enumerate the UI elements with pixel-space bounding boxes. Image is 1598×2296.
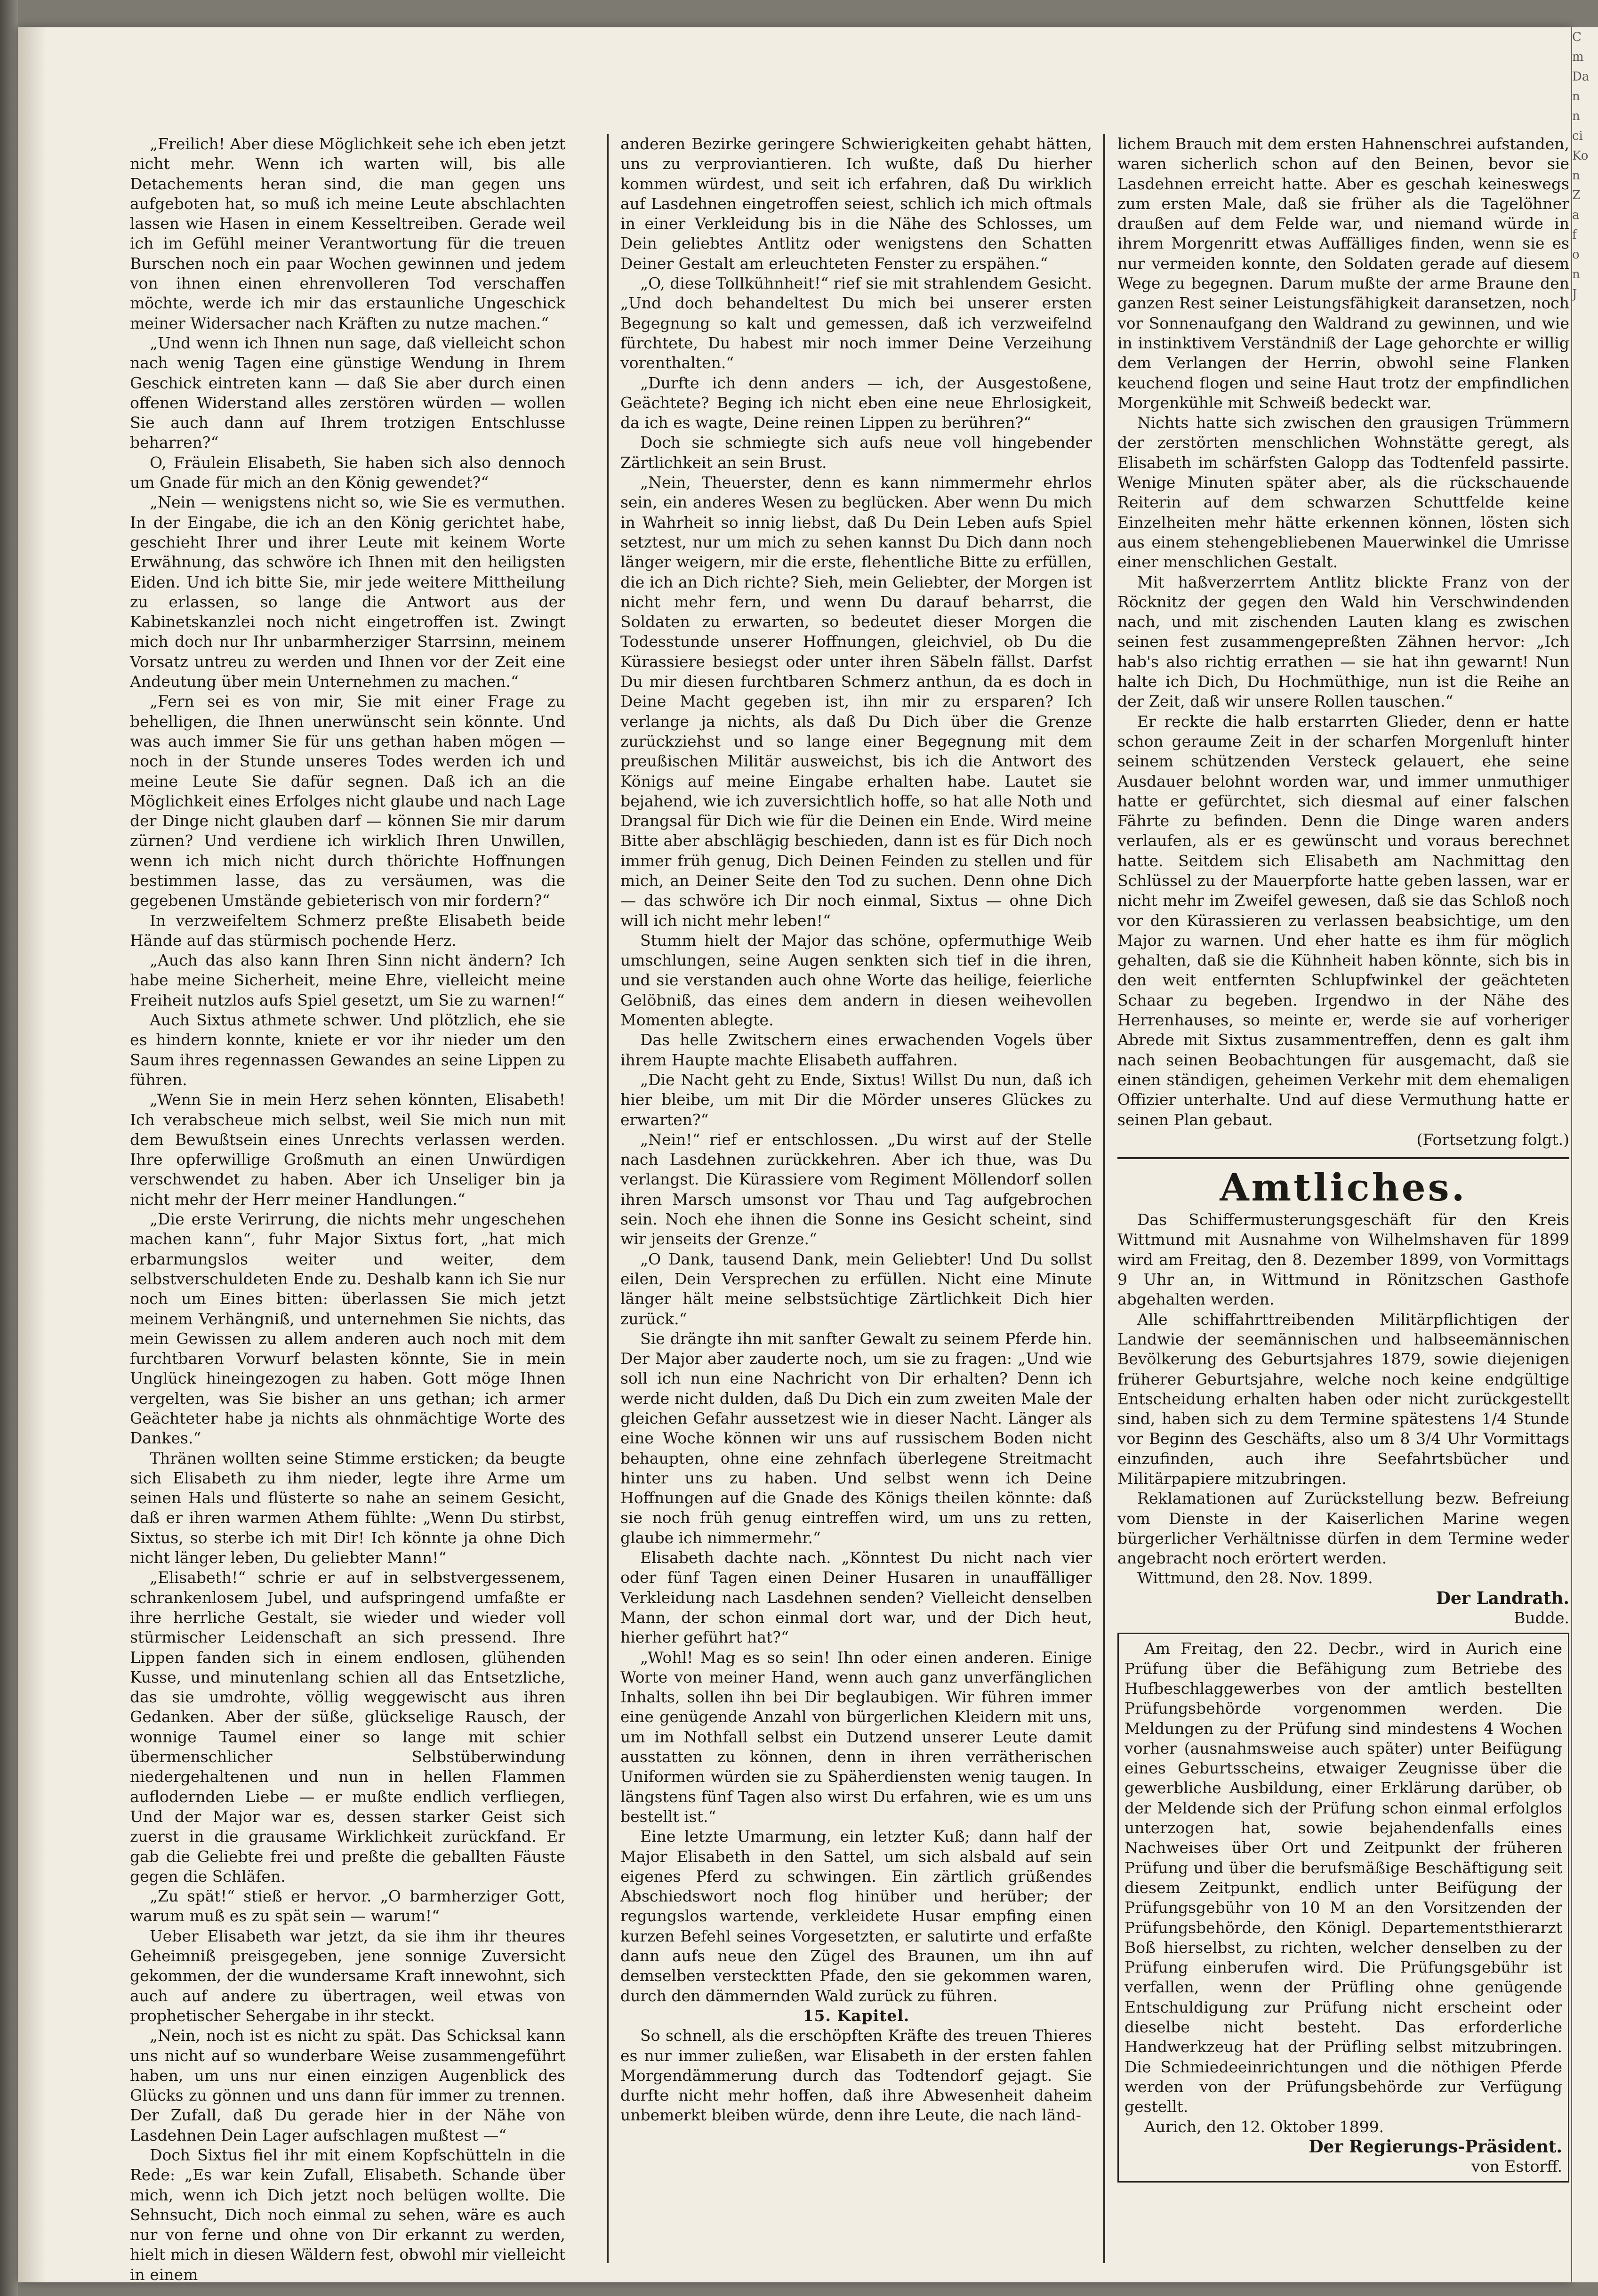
- edge-text: a: [1572, 208, 1580, 222]
- paragraph: „Nein, noch ist es nicht zu spät. Das Schicksal kann uns nicht auf so wunderbare Weise zusammengeführt haben, um uns nur einen einzigen Augenblick des Glücks zu gönnen und uns dann für immer zu trennen. Der Zufall, daß Du gerade hier in der Nähe von Lasdehnen Dein Lager aufschlagen mußtest —“: [130, 2026, 565, 2144]
- paragraph: Thränen wollten seine Stimme ersticken; da beugte sich Elisabeth zu ihm nieder, legte ihre Arme um seinen Hals und flüsterte so nahe an seinem Gesicht, daß er ihren warmen Athem fühlte: „Wenn Du stirbst, Sixtus, so sterbe ich mit Dir! Ich könnte ja ohne Dich nicht länger leben, Du geliebter Mann!“: [130, 1449, 565, 1567]
- edge-text: f: [1572, 228, 1577, 242]
- paragraph: „Zu spät!“ stieß er hervor. „O barmherziger Gott, warum muß es zu spät sein — warum!“: [130, 1887, 565, 1925]
- notice-paragraph: Am Freitag, den 22. Decbr., wird in Aurich eine Prüfung über die Befähigung zum Betriebe des Hufbeschlaggewerbes von der amtlich bestellten Prüfungsbehörde vorgenommen werden. Die Meldungen zu der Prüfung sind mindestens 4 Wochen vorher (ausnahmsweise auch später) unter Beifügung eines Geburtsscheins, etwaiger Zeugnisse über die gewerbliche Ausbildung, einer Erklärung darüber, ob der Meldende sich der Prüfung schon einmal erfolglos unterzogen hat, sowie bejahendenfalls eines Nachweises über Ort und Zeitpunkt der früheren Prüfung und über die berufsmäßige Beschäftigung seit diesem Zeitpunkt, endlich unter Beifügung der Prüfungsgebühr von 10 M an den Vorsitzenden der Prüfungsbehörde, den Königl. Departementsthierarzt Boß hierselbst, zu richten, welcher denselben zu der Prüfung einberufen wird. Die Prüfungsgebühr ist verfallen, wenn der Prüfling ohne genügende Entschuldigung zur Prüfung nicht erscheint oder dieselbe nicht besteht. Das erforderliche Handwerkzeug hat der Prüfling selbst mitzubringen. Die Schmiedeeinrichtungen und die nöthigen Pferde werden von der Prüfungsbehörde zur Verfügung gestellt.: [1124, 1639, 1562, 2116]
- paragraph: Mit haßverzerrtem Antlitz blickte Franz von der Röcknitz der gegen den Wald hin Verschwindenden nach, und mit zischenden Lauten klang es zwischen seinen fest zusammengepreßten Zähnen hervor: „Ich hab's also richtig errathen — sie hat ihn gewarnt! Nun halte ich Dich, Du Hochmüthige, nun ist die Reihe an der Zeit, daß wir unsere Rollen tauschen.“: [1117, 572, 1569, 711]
- paragraph: Nichts hatte sich zwischen den grausigen Trümmern der zerstörten menschlichen Wohnstätte geregt, als Elisabeth im schärfsten Galopp das Todtenfeld passirte. Wenige Minuten später aber, als die rückschauende Reiterin auf dem schwarzen Schuttfelde keine Einzelheiten mehr hätte erkennen können, lösten sich aus einem stehengebliebenen Mauerwinkel die Umrisse einer menschlichen Gestalt.: [1117, 413, 1569, 572]
- edge-text: m: [1572, 50, 1584, 64]
- edge-text: ci: [1572, 129, 1583, 143]
- notice-paragraph: Alle schiffahrttreibenden Militärpflichtigen der Landwie der seemännischen und halbseemännischen Bevölkerung des Geburtsjahres 1879, sowie diejenigen früherer Geburtsjahre, welche noch keine endgültige Entscheidung erhalten haben oder nicht zurückgestellt sind, haben sich zu dem Termine spätestens 1/4 Stunde vor Beginn des Geschäfts, also um 8 3/4 Uhr Vormittags einzufinden, auch ihre Seefahrtsbücher und Militärpapiere mitzubringen.: [1117, 1310, 1569, 1488]
- paragraph: So schnell, als die erschöpften Kräfte des treuen Thieres es nur immer zuließen, war Elisabeth in der ersten fahlen Morgendämmerung durch das Todtendorf gejagt. Sie durfte nicht mehr hoffen, daß ihre Abwesenheit daheim unbemerkt bleiben würde, denn ihre Leute, die nach länd-: [620, 2026, 1092, 2125]
- paragraph: „O, diese Tollkühnheit!“ rief sie mit strahlendem Gesicht. „Und doch behandeltest Du mich bei unserer ersten Begegnung so kalt und gemessen, daß ich verzweifelnd fürchtete, Du habest mir noch immer Deine Verzeihung vorenthalten.“: [620, 274, 1092, 372]
- edge-text: n: [1572, 89, 1580, 104]
- story-column-1: [130, 134, 565, 2284]
- notice-signatory-title: Der Regierungs-Präsident.: [1309, 2136, 1562, 2157]
- paragraph: „Fern sei es von mir, Sie mit einer Frage zu behelligen, die Ihnen unerwünscht sein könnte. Und was auch immer Sie für uns gethan haben mögen — noch in der Stunde unseres Todes werden ich und meine Leute Sie dafür segnen. Daß ich an die Möglichkeit eines Erfolges nicht glaube und nach Lage der Dinge nicht glauben darf — können Sie mir darum zürnen? Und verdiene ich wirklich Ihren Unwillen, wenn ich mich nicht durch thörichte Hoffnungen bestimmen lasse, das zu versäumen, was die gegebenen Umstände gebieterisch von mir fordern?“: [130, 692, 565, 910]
- notice-paragraph: Das Schiffermusterungsgeschäft für den Kreis Wittmund mit Ausnahme von Wilhelmshaven für 1899 wird am Freitag, den 8. Dezember 1899, von Vormittags 9 Uhr an, in Wittmund in Rönitzschen Gasthofe abgehalten werden.: [1117, 1210, 1569, 1309]
- paragraph: „Nein!“ rief er entschlossen. „Du wirst auf der Stelle nach Lasdehnen zurückkehren. Aber ich thue, was Du verlangst. Die Kürassiere vom Regiment Möllendorf sollen ihren Marsch umsonst vor Thau und Tag aufgebrochen sein. Noch ehe ihnen die Sonne ins Gesicht scheint, sind wir jenseits der Grenze.“: [620, 1130, 1092, 1249]
- adjacent-page-edge: [1572, 27, 1598, 2282]
- paragraph: Ueber Elisabeth war jetzt, da sie ihm ihr theures Geheimniß preisgegeben, jene sonnige Zuversicht gekommen, der die wundersame Kraft innewohnt, sich auch auf andere zu übertragen, weil etwas von prophetischer Sehergabe in ihr steckt.: [130, 1926, 565, 2025]
- edge-text: Z: [1572, 188, 1581, 202]
- edge-text: J: [1572, 287, 1577, 301]
- edge-text: n: [1572, 169, 1580, 183]
- edge-text: o: [1572, 248, 1580, 262]
- edge-text: n: [1572, 267, 1580, 282]
- paragraph: Elisabeth dachte nach. „Könntest Du nicht nach vier oder fünf Tagen einen Deiner Husaren in unauffälliger Verkleidung nach Lasdehnen senden? Vielleicht denselben Mann, der schon einmal dort war, und der Dich heut, hierher geführt hat?“: [620, 1548, 1092, 1647]
- notice-signatory-name: von Estorff.: [1471, 2157, 1562, 2176]
- paragraph: „Auch das also kann Ihren Sinn nicht ändern? Ich habe meine Sicherheit, meine Ehre, vielleicht meine Freiheit nutzlos aufs Spiel gesetzt, um Sie zu warnen!“: [130, 951, 565, 1009]
- continuation-note: (Fortsetzung folgt.): [1416, 1130, 1569, 1149]
- paragraph: „Und wenn ich Ihnen nun sage, daß vielleicht schon nach wenig Tagen eine günstige Wendung in Ihrem Geschick eintreten kann — daß Sie aber durch einen offenen Widerstand alles zerstören würden — wollen Sie auch dann auf Ihrem trotzigen Entschlusse beharren?“: [130, 333, 565, 452]
- paragraph: Eine letzte Umarmung, ein letzter Kuß; dann half der Major Elisabeth in den Sattel, um sich alsbald auf sein eigenes Pferd zu schwingen. Ein zärtlich grüßendes Abschiedswort noch flog hinüber und herüber; der regungslos wartende, verkleidete Husar empfing einen kurzen Befehl seines Vorgesetzten, er salutirte und erfaßte dann aufs neue den Zügel des Braunen, um ihn auf demselben verstecktten Pfade, den sie gekommen waren, durch den dämmernden Wald zurück zu führen.: [620, 1827, 1092, 2005]
- story-column-2: [620, 134, 1092, 2263]
- edge-text: Da: [1572, 70, 1590, 84]
- paragraph: Auch Sixtus athmete schwer. Und plötzlich, ehe sie es hindern konnte, kniete er vor ihr nieder um den Saum ihres regennassen Gewandes an seine Lippen zu führen.: [130, 1011, 565, 1089]
- paragraph: „O Dank, tausend Dank, mein Geliebter! Und Du sollst eilen, Dein Versprechen zu erfüllen. Nicht eine Minute länger hält meine selbstsüchtige Zärtlichkeit Dich hier zurück.“: [620, 1249, 1092, 1328]
- scan-binding-shadow: [0, 0, 18, 2296]
- paragraph: O, Fräulein Elisabeth, Sie haben sich also dennoch um Gnade für mich an den König gewendet?“: [130, 453, 565, 492]
- paragraph: Das helle Zwitschern eines erwachenden Vogels über ihrem Haupte machte Elisabeth auffahren.: [620, 1031, 1092, 1069]
- section-heading: Amtliches.: [1220, 1165, 1467, 1210]
- paragraph: „Wenn Sie in mein Herz sehen könnten, Elisabeth! Ich verabscheue mich selbst, weil Sie mich nun mit dem Bewußtsein eines Unrechts verlassen werden. Ihre opferwillige Großmuth an einen Unwürdigen verschwendet zu haben. Aber ich Unseliger bin ja nicht mehr der Herr meiner Handlungen.“: [130, 1090, 565, 1208]
- edge-text: Ko: [1572, 149, 1589, 163]
- section-divider: [1117, 1157, 1569, 1159]
- paragraph: „Die erste Verirrung, die nichts mehr ungeschehen machen kann“, fuhr Major Sixtus fort, „hat mich erbarmungslos weiter und weiter, dem selbstverschuldeten Ende zu. Deshalb kann ich Sie nur noch um Eines bitten: überlassen Sie mich jetzt meinem Verhängniß, und unternehmen Sie nichts, das mein Gewissen zu allem anderen auch noch mit dem furchtbaren Vorwurf belasten könnte, Sie in mein Unglück hineingezogen zu haben. Gott möge Ihnen vergelten, was Sie bisher an uns gethan; ich armer Geächteter habe ja nichts als ohnmächtige Worte des Dankes.“: [130, 1210, 565, 1448]
- paragraph: In verzweifeltem Schmerz preßte Elisabeth beide Hände auf das stürmisch pochende Herz.: [130, 911, 565, 950]
- notice-paragraph: Reklamationen auf Zurückstellung bezw. Befreiung vom Dienste in der Kaiserlichen Marine wegen bürgerlicher Verhältnisse dürfen in dem Termine weder angebracht noch erörtert werden.: [1117, 1489, 1569, 1568]
- paragraph: Doch sie schmiegte sich aufs neue voll hingebender Zärtlichkeit an sein Brust.: [620, 433, 1092, 472]
- column-rule: [1103, 134, 1105, 2263]
- paragraph: Doch Sixtus fiel ihr mit einem Kopfschütteln in die Rede: „Es war kein Zufall, Elisabeth. Schande über mich, wenn ich Dich jetzt noch belügen wollte. Die Sehnsucht, Dich noch einmal zu sehen, wäre es auch nur von ferne und ohne von Dir erkannt zu werden, hielt mich in diesen Wäldern fest, obwohl mir vielleicht in einem: [130, 2145, 565, 2284]
- paragraph: „Durfte ich denn anders — ich, der Ausgestoßene, Geächtete? Beging ich nicht eben eine neue Ehrlosigkeit, da ich es wagte, Deine reinen Lippen zu berühren?“: [620, 373, 1092, 432]
- paragraph: „Wohl! Mag es so sein! Ihn oder einen anderen. Einige Worte von meiner Hand, wenn auch ganz unverfänglichen Inhalts, sollen ihn bei Dir beglaubigen. Wir führen immer eine genügende Anzahl von bürgerlichen Kleidern mit uns, um im Nothfall selbst ein Dutzend unserer Leute damit ausstatten zu können, denn in ihren verrätherischen Uniformen würden sie zu Späherdiensten wenig taugen. In längstens fünf Tagen also wirst Du erfahren, wie es um uns bestellt ist.“: [620, 1648, 1092, 1826]
- edge-text: C: [1572, 30, 1582, 44]
- paragraph: lichem Brauch mit dem ersten Hahnenschrei aufstanden, waren sicherlich schon auf den Beinen, bevor sie Lasdehnen erreicht hatte. Aber es geschah keineswegs zum ersten Male, daß sie früher als die Tagelöhner draußen auf dem Felde war, und niemand würde in ihrem Morgenritt etwas Auffälliges finden, wenn sie es nur vermeiden konnte, den Soldaten gerade auf diesem Wege zu begegnen. Darum mußte der arme Braune den ganzen Rest seiner Leistungsfähigkeit daransetzen, noch vor Sonnenaufgang den Waldrand zu gewinnen, und wie in instinktivem Verständniß der Lage gehorchte er willig dem Verlangen der Herrin, obwohl seine Flanken keuchend flogen und seine Haut trotz der empfindlichen Morgenkühle mit Schweiß bedeckt war.: [1117, 135, 1569, 412]
- paragraph: anderen Bezirke geringere Schwierigkeiten gehabt hätten, uns zu verproviantieren. Ich wußte, daß Du hierher kommen würdest, und seit ich erfahren, daß Du wirklich auf Lasdehnen eingetroffen seiest, schlich ich mich oftmals in einer Verkleidung bis in die Nähe des Schlosses, um Dein geliebtes Antlitz oder wenigstens den Schatten Deiner Gestalt am erleuchteten Fenster zu erspähen.“: [620, 135, 1092, 273]
- paragraph: „Nein — wenigstens nicht so, wie Sie es vermuthen. In der Eingabe, die ich an den König gerichtet habe, geschieht Ihrer und ihrer Leute mit keinem Worte Erwähnung, das schwöre ich Ihnen mit den heiligsten Eiden. Und ich bitte Sie, mir jede weitere Mittheilung zu erlassen, so lange die Antwort aus der Kabinetskanzlei noch nicht eingetroffen ist. Zwingt mich doch nur Ihr unbarmherziger Starrsinn, meinem Vorsatz untreu zu werden und Ihnen vor der Zeit eine Andeutung über mein Unternehmen zu machen.“: [130, 493, 565, 691]
- paragraph: „Freilich! Aber diese Möglichkeit sehe ich eben jetzt nicht mehr. Wenn ich warten will, bis alle Detachements heran sind, die man gegen uns aufgeboten hat, so muß ich meine Leute abschlachten lassen wie Hasen in einem Kesseltreiben. Gerade weil ich im Gefühl meiner Verantwortung für die treuen Burschen noch ein paar Wochen gewinnen und jedem von ihnen einen ehrenvolleren Tod verschaffen möchte, werde ich mir das erstaunliche Ungeschick meiner Widersacher nach Kräften zu nutze machen.“: [130, 135, 565, 332]
- paragraph: Sie drängte ihn mit sanfter Gewalt zu seinem Pferde hin. Der Major aber zauderte noch, um sie zu fragen: „Und wie soll ich nun eine Nachricht von Dir erhalten? Denn ich werde nicht dulden, daß Du Dich ein zum zweiten Male der gleichen Gefahr aussetzest wie in dieser Nacht. Länger als eine Woche können wir uns auf russischem Boden nicht behaupten, ohne eine zehnfach überlegene Streitmacht hinter uns zu haben. Und selbst wenn ich Deine Hoffnungen auf die Gnade des Königs theilen könnte: daß sie noch früh genug eintreffen wird, um uns zu retten, glaube ich nimmermehr.“: [620, 1329, 1092, 1547]
- paragraph: Stumm hielt der Major das schöne, opfermuthige Weib umschlungen, seine Augen senkten sich tief in die ihren, und sie verstanden auch ohne Worte das heilige, feierliche Gelöbniß, das eines dem andern in diesen weihevollen Momenten ablegte.: [620, 931, 1092, 1030]
- notice-box: [1117, 1633, 1569, 2183]
- edge-text: n: [1572, 109, 1580, 123]
- notice-signatory-title: Der Landrath.: [1436, 1588, 1569, 1608]
- paragraph: „Die Nacht geht zu Ende, Sixtus! Willst Du nun, daß ich hier bleibe, um mit Dir die Mörder unseres Glückes zu erwarten?“: [620, 1070, 1092, 1129]
- paragraph: „Elisabeth!“ schrie er auf in selbstvergessenem, schrankenlosem Jubel, und aufspringend umfaßte er ihre herrliche Gestalt, sie wieder und wieder voll stürmischer Leidenschaft an sich pressend. Ihre Lippen fanden sich in einem endlosen, glühenden Kusse, und minutenlang schien all das Entsetzliche, das sie umdrohte, völlig weggewischt aus ihren Gedanken. Aber der süße, glückselige Rausch, der wonnige Taumel einer so lange mit schier übermenschlicher Selbstüberwindung niedergehaltenen und nun in hellen Flammen auflodernden Liebe — er mußte endlich verfliegen, Und der Major war es, dessen starker Geist sich zuerst in die grausame Wirklichkeit zurückfand. Er gab die Geliebte frei und preßte die geballten Fäuste gegen die Schläfen.: [130, 1568, 565, 1885]
- column-rule: [607, 134, 609, 2263]
- paragraph: „Nein, Theuerster, denn es kann nimmermehr ehrlos sein, ein anderes Wesen zu beglücken. Aber wenn Du mich in Wahrheit so innig liebst, daß Du Dein Leben aufs Spiel setztest, nur um mich zu sehen kannst Du Dich dann noch länger weigern, mir die erste, flehentliche Bitte zu erfüllen, die ich an Dich richte? Sieh, mein Geliebter, der Morgen ist nicht mehr fern, und wenn Du darauf beharrst, die Soldaten zu erwarten, so bedeutet dieser Morgen die Todesstunde unserer Hoffnungen, gleichviel, ob Du die Kürassiere besiegst oder unter ihren Säbeln fällst. Darfst Du mir diesen furchtbaren Schmerz anthun, da es doch in Deine Macht gegeben ist, ihn mir zu ersparen? Ich verlange ja nichts, als daß Du Dich über die Grenze zurückziehst und so lange einer Begegnung mit dem preußischen Militär ausweichst, bis ich die Antwort des Königs auf meine Eingabe erhalten habe. Lautet sie bejahend, wie ich zuversichtlich hoffe, so hat alle Noth und Drangsal für Dich wie für die Deinen ein Ende. Wird meine Bitte aber abschlägig beschieden, dann ist es für Dich noch immer früh genug, Dich Deinen Feinden zu stellen und für mich, an Deiner Seite den Tod zu suchen. Denn ohne Dich — das schwöre ich Dir noch einmal, Sixtus — ohne Dich will ich nicht mehr leben!“: [620, 473, 1092, 930]
- paragraph: Er reckte die halb erstarrten Glieder, denn er hatte schon geraume Zeit in der scharfen Morgenluft hinter seinem schützenden Versteck gelauert, ehe seine Ausdauer belohnt worden war, und immer unmuthiger hatte er gefürchtet, sich diesmal auf einer falschen Fährte zu befinden. Denn die Dinge waren anders verlaufen, als er es gewünscht und voraus berechnet hatte. Seitdem sich Elisabeth am Nachmittag den Schlüssel zu der Mauerpforte hatte geben lassen, war er nicht mehr im Zweifel gewesen, daß sie das Schloß noch vor den Kürassieren zu verlassen beabsichtige, um den Major zu warnen. Und eher hatte es ihm für möglich gehalten, daß sie die Kühnheit haben könnte, sich bis in den weit entfernten Schlupfwinkel der geächteten Schaar zu begeben. Irgendwo in der Nähe des Herrenhauses, so meinte er, werde sie auf vorheriger Abrede mit Sixtus zusammentreffen, denn es galt ihm nach seinen Beobachtungen für ausgemacht, daß sie einen ständigen, geheimen Verkehr mit dem ehemaligen Offizier unterhalte. Und auf diese Vermuthung hatte er seinen Plan gebaut.: [1117, 712, 1569, 1129]
- story-column-3: [1117, 134, 1569, 2263]
- chapter-heading: 15. Kapitel.: [803, 2006, 910, 2025]
- notice-dateline: Wittmund, den 28. Nov. 1899.: [1137, 1569, 1373, 1587]
- notice-dateline: Aurich, den 12. Oktober 1899.: [1144, 2117, 1384, 2136]
- notice-signatory-name: Budde.: [1514, 1609, 1569, 1627]
- page-gutter: [18, 27, 46, 2282]
